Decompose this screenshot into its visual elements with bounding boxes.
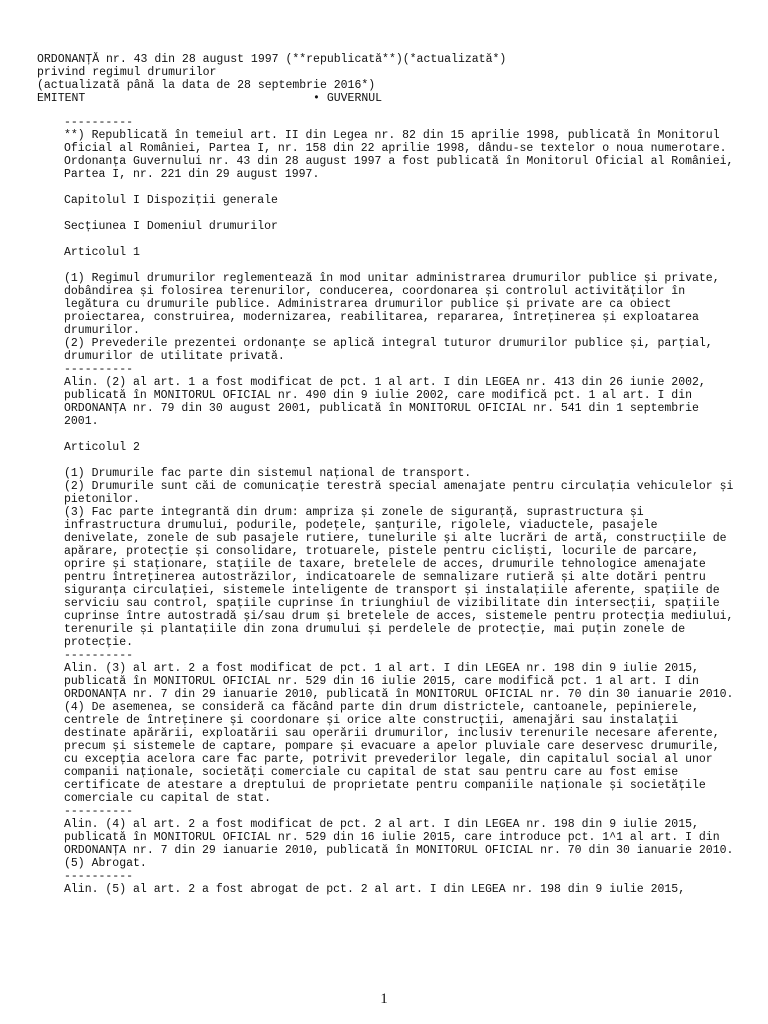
article-1-text: (1) Regimul drumurilor reglementează în mod unitar administrarea drumurilor publice și private, dobândirea și folosirea terenurilor, conducerea, coordonarea și controlul activităților în legătura cu drumurile publice. Administrarea drumurilor publice și private are ca obiect proiectarea, construirea, modernizarea, reabilitarea, repararea, întreținerea și exploatarea drumurilor. (2) Prevederile prezentei ordonanțe se aplică integral tuturor drumurilor publice și, parțial, drumurilor de utilitate privată. ---------- Alin. (2) al art. 1 a fost modificat de pct. 1 al art. I din LEGEA nr. 413 din 26 iunie 2002, publicată în MONITORUL OFICIAL nr. 490 din 9 iulie 2002, care modifică pct. 1 al art. I din ORDONANȚA nr. 79 din 30 august 2001, publicată în MONITORUL OFICIAL nr. 541 din 1 septembrie 2001. [64,272,720,428]
article-heading: Articolul 1 [64,246,140,259]
page-number: 1 [380,991,388,1007]
document-body [64,116,764,896]
document-header [37,53,757,105]
republication-note: ---------- **) Republicată în temeiul art. II din Legea nr. 82 din 15 aprilie 1998, publicată în Monitorul Oficial al României, Partea I, nr. 158 din 22 aprilie 1998, dându-se textelor o noua numerotare. Ordonanța Guvernului nr. 43 din 28 august 1997 a fost publicată în Monitorul Oficial al României, Partea I, nr. 221 din 29 august 1997. [64,116,734,181]
article-heading: Articolul 2 [64,441,140,454]
section-heading: Secțiunea I Domeniul drumurilor [64,220,278,233]
document-title: ORDONANȚĂ nr. 43 din 28 august 1997 (**republicată**)(*actualizată*) [37,53,507,66]
chapter-heading: Capitolul I Dispoziții generale [64,194,278,207]
issuer-line: EMITENT • GUVERNUL [37,92,383,105]
article-2-text: (1) Drumurile fac parte din sistemul național de transport. (2) Drumurile sunt căi de comunicație terestră special amenajate pentru circulația vehiculelor și pietonilor. (3) Fac parte integrantă din drum: ampriza și zonele de siguranță, suprastructura și infrastructura drumului, podurile, podețele, șanțurile, rigolele, viaductele, pasajele denivelate, zonele de sub pasajele rutiere, tunelurile și alte lucrări de artă, construcțiile de apărare, protecție și consolidare, trotuarele, pistele pentru cicliști, locurile de parcare, oprire și staționare, stațiile de taxare, bretelele de acces, drumurile tehnologice amenajate pentru întreținerea autostrăzilor, indicatoarele de semnalizare rutieră și alte dotări pentru siguranța circulației, sistemele inteligente de transport și instalațiile aferente, spațiile de serviciu sau control, spațiile cuprinse în triunghiul de vizibilitate din intersecții, spațiile cuprinse între autostradă și/sau drum și bretelele de acces, sistemele pentru protecția mediului, terenurile și plantațiile din zona drumului și perdelele de protecție, mai puțin zonele de protecție. ---------- Alin. (3) al art. 2 a fost modificat de pct. 1 al art. I din LEGEA nr. 198 din 9 iulie 2015, publicată în MONITORUL OFICIAL nr. 529 din 16 iulie 2015, care modifică pct. 1 al art. I din ORDONANȚA nr. 7 din 29 ianuarie 2010, publicată în MONITORUL OFICIAL nr. 70 din 30 ianuarie 2010. (4) De asemenea, se consideră ca făcând parte din drum districtele, cantoanele, pepinierele, centrele de întreținere și coordonare și orice alte construcții, amenajări sau instalații destinate apărării, exploatării sau operării drumurilor, inclusiv terenurile necesare aferente, precum și sistemele de captare, pompare și evacuare a apelor pluviale care deservesc drumurile, cu excepția acelora care fac parte, potrivit prevederilor legale, din capitalul social al unor companii naționale, societăți comerciale cu capital de stat sau pentru care au fost emise certificate de atestare a dreptului de proprietate pentru companiile naționale și societățile comerciale cu capital de stat. ---------- Alin. (4) al art. 2 a fost modificat de pct. 2 al art. I din LEGEA nr. 198 din 9 iulie 2015, publicată în MONITORUL OFICIAL nr. 529 din 16 iulie 2015, care introduce pct. 1^1 al art. I din ORDONANȚA nr. 7 din 29 ianuarie 2010, publicată în MONITORUL OFICIAL nr. 70 din 30 ianuarie 2010. (5) Abrogat. ---------- Alin. (5) al art. 2 a fost abrogat de pct. 2 al art. I din LEGEA nr. 198 din 9 iulie 2015, [64,467,734,896]
update-note: (actualizată până la data de 28 septembrie 2016*) [37,79,376,92]
document-subtitle: privind regimul drumurilor [37,66,217,79]
